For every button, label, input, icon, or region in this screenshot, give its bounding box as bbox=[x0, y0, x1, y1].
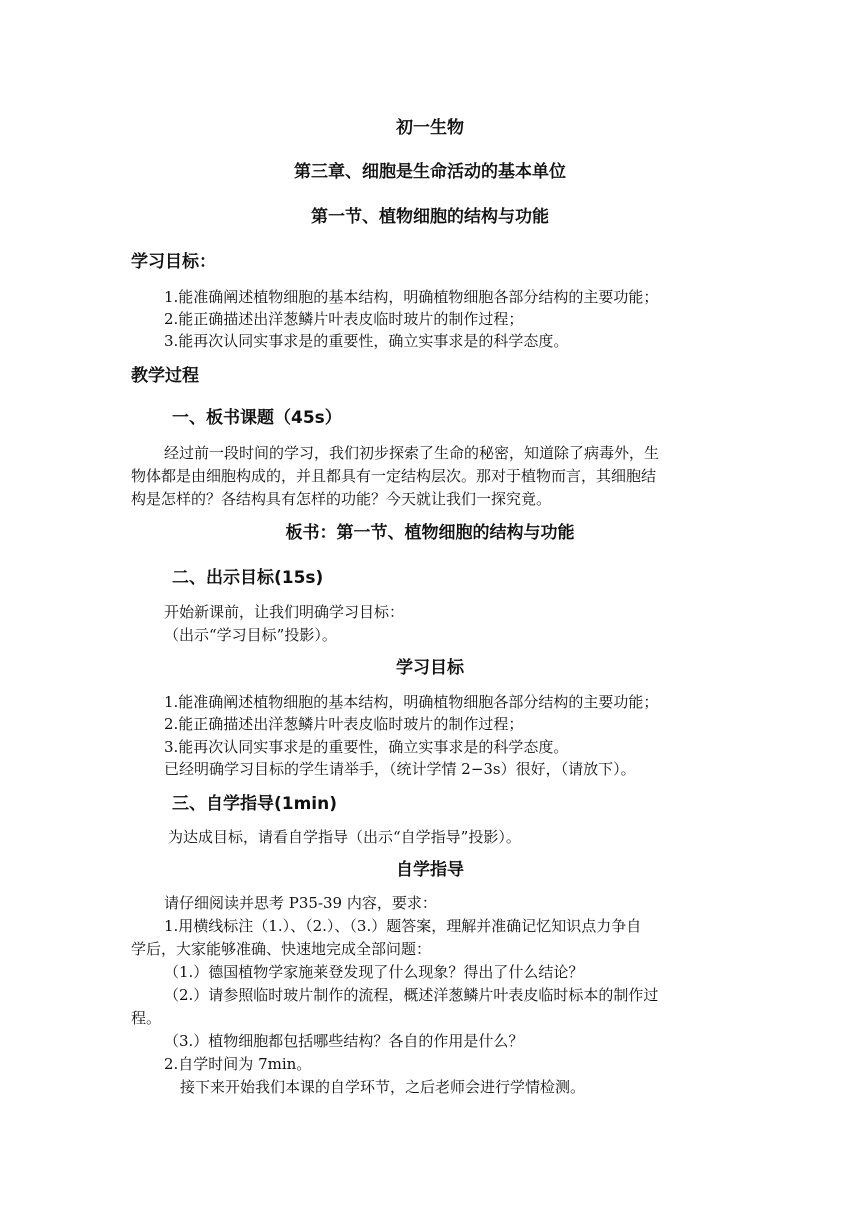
part2-line: 开始新课前，让我们明确学习目标： bbox=[164, 603, 405, 621]
part2-heading: 二、出示目标(15s) bbox=[172, 568, 324, 588]
objectives-heading: 学习目标： bbox=[131, 252, 216, 272]
objective-item: 3.能再次认同实事求是的重要性，确立实事求是的科学态度。 bbox=[164, 332, 569, 350]
objective-item: 2.能正确描述出洋葱鳞片叶表皮临时玻片的制作过程； bbox=[164, 310, 524, 328]
part2-line: （出示“学习目标”投影）。 bbox=[164, 626, 337, 644]
part3-question: （2.）请参照临时玻片制作的流程，概述洋葱鳞片叶表皮临时标本的制作过 bbox=[164, 986, 659, 1004]
part2-objective: 2.能正确描述出洋葱鳞片叶表皮临时玻片的制作过程； bbox=[164, 715, 524, 733]
process-heading: 教学过程 bbox=[131, 366, 199, 386]
section-title: 第一节、植物细胞的结构与功能 bbox=[311, 207, 549, 227]
part1-paragraph-line: 构是怎样的？各结构具有怎样的功能？今天就让我们一探究竟。 bbox=[131, 490, 552, 508]
part2-objective: 1.能准确阐述植物细胞的基本结构，明确植物细胞各部分结构的主要功能； bbox=[164, 693, 659, 711]
chapter-title: 第三章、细胞是生命活动的基本单位 bbox=[294, 162, 566, 182]
part3-question: （3.）植物细胞都包括哪些结构？各自的作用是什么？ bbox=[164, 1032, 524, 1050]
doc-title: 初一生物 bbox=[396, 118, 464, 138]
part3-line: 程。 bbox=[131, 1009, 162, 1027]
part3-line: 接下来开始我们本课的自学环节，之后老师会进行学情检测。 bbox=[180, 1078, 586, 1096]
part1-paragraph-line: 物体都是由细胞构成的，并且都具有一定结构层次。那对于植物而言，其细胞结 bbox=[131, 467, 657, 485]
board-title: 板书：第一节、植物细胞的结构与功能 bbox=[285, 523, 575, 543]
part2-objective: 3.能再次认同实事求是的重要性，确立实事求是的科学态度。 bbox=[164, 738, 569, 756]
part3-subheading: 自学指导 bbox=[396, 860, 464, 880]
part3-line: 2.自学时间为 7min。 bbox=[164, 1055, 312, 1073]
part3-line: 1.用横线标注（1.）、（2.）、（3.）题答案，理解并准确记忆知识点力争自 bbox=[164, 917, 642, 935]
part2-after: 已经明确学习目标的学生请举手，（统计学情 2−3s）很好，（请放下）。 bbox=[164, 760, 636, 778]
part2-subheading: 学习目标 bbox=[396, 658, 464, 678]
part3-heading: 三、自学指导(1min) bbox=[172, 794, 338, 814]
part1-paragraph-line: 经过前一段时间的学习，我们初步探索了生命的秘密，知道除了病毒外，生 bbox=[164, 444, 660, 462]
part1-heading: 一、板书课题（45s） bbox=[172, 408, 342, 428]
part3-question: （1.）德国植物学家施莱登发现了什么现象？得出了什么结论？ bbox=[164, 963, 584, 981]
objective-item: 1.能准确阐述植物细胞的基本结构，明确植物细胞各部分结构的主要功能； bbox=[164, 288, 659, 306]
part3-line: 请仔细阅读并思考 P35-39 内容，要求： bbox=[164, 894, 437, 912]
part3-intro: 为达成目标，请看自学指导（出示“自学指导”投影）。 bbox=[168, 828, 521, 846]
part3-line: 学后，大家能够准确、快速地完成全部问题： bbox=[131, 940, 432, 958]
